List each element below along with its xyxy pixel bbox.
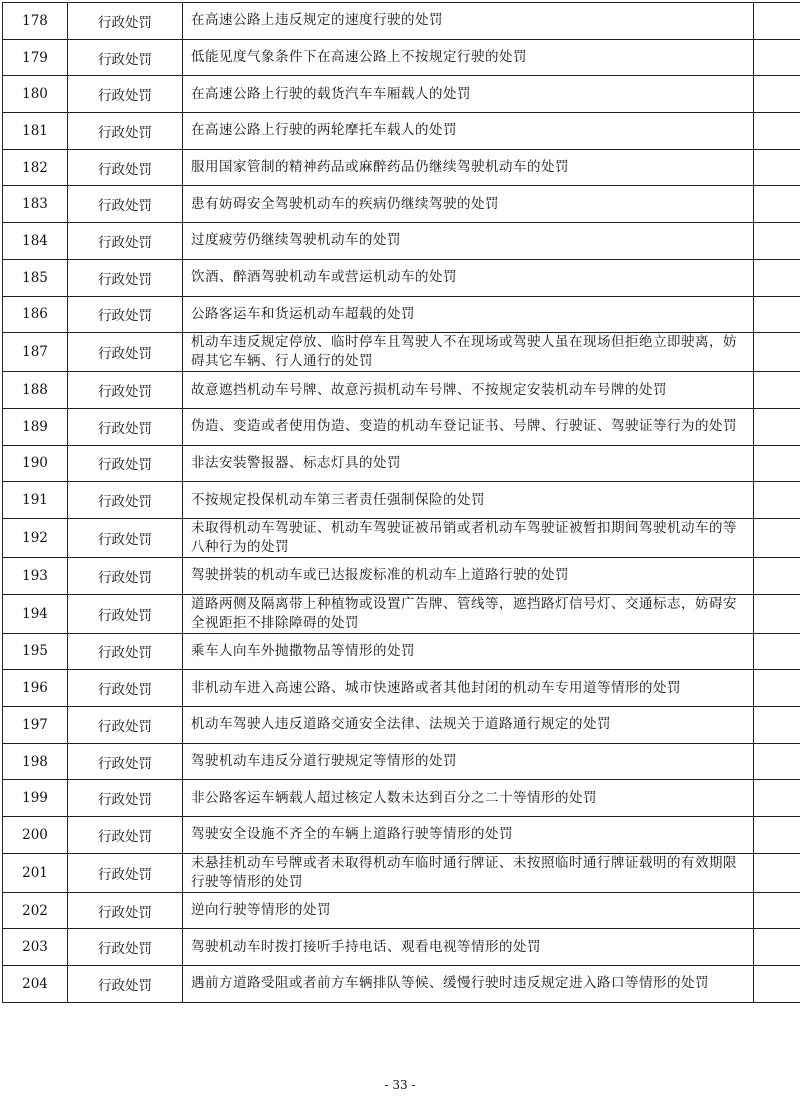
penalty-type-cell: 行政处罚 (68, 113, 183, 150)
penalty-item-cell: 遇前方道路受阻或者前方车辆排队等候、缓慢行驶时违反规定进入路口等情形的处罚 (183, 966, 754, 1003)
penalty-type-cell: 行政处罚 (68, 259, 183, 296)
penalty-item-cell: 低能见度气象条件下在高速公路上不按规定行驶的处罚 (183, 39, 754, 76)
table-row (3, 557, 800, 594)
row-number-cell: 182 (3, 149, 68, 186)
row-number-cell: 183 (3, 186, 68, 223)
remark-cell (754, 223, 800, 260)
table-row (3, 594, 800, 633)
table-row (3, 372, 800, 409)
table-body (3, 3, 800, 1003)
remark-cell (754, 76, 800, 113)
penalty-item-cell: 在高速公路上行驶的载货汽车车厢载人的处罚 (183, 76, 754, 113)
penalty-item-cell: 驾驶拼装的机动车或已达报废标准的机动车上道路行驶的处罚 (183, 557, 754, 594)
table-row (3, 39, 800, 76)
penalty-item-cell: 在高速公路上违反规定的速度行驶的处罚 (183, 3, 754, 40)
penalty-type-cell: 行政处罚 (68, 853, 183, 892)
penalty-type-cell: 行政处罚 (68, 149, 183, 186)
remark-cell (754, 743, 800, 780)
remark-cell (754, 892, 800, 929)
penalty-type-cell: 行政处罚 (68, 372, 183, 409)
row-number-cell: 178 (3, 3, 68, 40)
penalty-item-cell: 未取得机动车驾驶证、机动车驾驶证被吊销或者机动车驾驶证被暂扣期间驾驶机动车的等八种行为的处罚 (183, 518, 754, 557)
remark-cell (754, 372, 800, 409)
remark-cell (754, 594, 800, 633)
remark-cell (754, 817, 800, 854)
penalty-item-cell: 乘车人向车外抛撒物品等情形的处罚 (183, 633, 754, 670)
row-number-cell: 193 (3, 557, 68, 594)
penalty-item-cell: 服用国家管制的精神药品或麻醉药品仍继续驾驶机动车的处罚 (183, 149, 754, 186)
table-row (3, 296, 800, 333)
remark-cell (754, 296, 800, 333)
penalty-type-cell: 行政处罚 (68, 817, 183, 854)
row-number-cell: 184 (3, 223, 68, 260)
table-row (3, 408, 800, 445)
penalty-type-cell: 行政处罚 (68, 780, 183, 817)
penalty-item-cell: 机动车驾驶人违反道路交通安全法律、法规关于道路通行规定的处罚 (183, 707, 754, 744)
table-row (3, 482, 800, 519)
penalty-type-cell: 行政处罚 (68, 3, 183, 40)
remark-cell (754, 482, 800, 519)
remark-cell (754, 557, 800, 594)
penalty-type-cell: 行政处罚 (68, 39, 183, 76)
penalty-item-cell: 患有妨碍安全驾驶机动车的疾病仍继续驾驶的处罚 (183, 186, 754, 223)
remark-cell (754, 186, 800, 223)
penalty-item-cell: 驾驶机动车时拨打接听手持电话、观看电视等情形的处罚 (183, 929, 754, 966)
row-number-cell: 180 (3, 76, 68, 113)
row-number-cell: 186 (3, 296, 68, 333)
table-row (3, 780, 800, 817)
penalty-type-cell: 行政处罚 (68, 670, 183, 707)
penalty-item-cell: 逆向行驶等情形的处罚 (183, 892, 754, 929)
remark-cell (754, 966, 800, 1003)
remark-cell (754, 113, 800, 150)
remark-cell (754, 633, 800, 670)
table-row (3, 817, 800, 854)
row-number-cell: 192 (3, 518, 68, 557)
row-number-cell: 199 (3, 780, 68, 817)
remark-cell (754, 149, 800, 186)
penalty-item-cell: 未悬挂机动车号牌或者未取得机动车临时通行牌证、未按照临时通行牌证载明的有效期限行驶等情形的处罚 (183, 853, 754, 892)
penalty-item-cell: 伪造、变造或者使用伪造、变造的机动车登记证书、号牌、行驶证、驾驶证等行为的处罚 (183, 408, 754, 445)
row-number-cell: 179 (3, 39, 68, 76)
row-number-cell: 181 (3, 113, 68, 150)
page-number: - 33 - (384, 1078, 416, 1092)
penalty-table (2, 2, 800, 1003)
penalty-type-cell: 行政处罚 (68, 223, 183, 260)
row-number-cell: 201 (3, 853, 68, 892)
table-row (3, 518, 800, 557)
penalty-type-cell: 行政处罚 (68, 557, 183, 594)
table-row (3, 223, 800, 260)
penalty-item-cell: 道路两侧及隔离带上种植物或设置广告牌、管线等，遮挡路灯信号灯、交通标志，妨碍安全视距拒不排除障碍的处罚 (183, 594, 754, 633)
penalty-type-cell: 行政处罚 (68, 518, 183, 557)
table-row (3, 186, 800, 223)
table-row (3, 929, 800, 966)
penalty-type-cell: 行政处罚 (68, 594, 183, 633)
penalty-item-cell: 驾驶机动车违反分道行驶规定等情形的处罚 (183, 743, 754, 780)
row-number-cell: 197 (3, 707, 68, 744)
row-number-cell: 202 (3, 892, 68, 929)
penalty-item-cell: 非公路客运车辆载人超过核定人数未达到百分之二十等情形的处罚 (183, 780, 754, 817)
remark-cell (754, 518, 800, 557)
remark-cell (754, 929, 800, 966)
table-row (3, 892, 800, 929)
remark-cell (754, 408, 800, 445)
row-number-cell: 198 (3, 743, 68, 780)
table-row (3, 670, 800, 707)
table-row (3, 259, 800, 296)
penalty-type-cell: 行政处罚 (68, 296, 183, 333)
penalty-type-cell: 行政处罚 (68, 743, 183, 780)
row-number-cell: 200 (3, 817, 68, 854)
remark-cell (754, 259, 800, 296)
row-number-cell: 190 (3, 445, 68, 482)
penalty-item-cell: 在高速公路上行驶的两轮摩托车载人的处罚 (183, 113, 754, 150)
penalty-type-cell: 行政处罚 (68, 186, 183, 223)
table-row (3, 743, 800, 780)
row-number-cell: 195 (3, 633, 68, 670)
penalty-item-cell: 饮酒、醉酒驾驶机动车或营运机动车的处罚 (183, 259, 754, 296)
table-row (3, 633, 800, 670)
row-number-cell: 194 (3, 594, 68, 633)
penalty-type-cell: 行政处罚 (68, 482, 183, 519)
penalty-type-cell: 行政处罚 (68, 966, 183, 1003)
row-number-cell: 188 (3, 372, 68, 409)
table-row (3, 3, 800, 40)
row-number-cell: 191 (3, 482, 68, 519)
table-row (3, 333, 800, 372)
remark-cell (754, 780, 800, 817)
remark-cell (754, 39, 800, 76)
row-number-cell: 203 (3, 929, 68, 966)
remark-cell (754, 445, 800, 482)
penalty-type-cell: 行政处罚 (68, 929, 183, 966)
penalty-item-cell: 故意遮挡机动车号牌、故意污损机动车号牌、不按规定安装机动车号牌的处罚 (183, 372, 754, 409)
table-row (3, 966, 800, 1003)
penalty-type-cell: 行政处罚 (68, 633, 183, 670)
remark-cell (754, 670, 800, 707)
penalty-type-cell: 行政处罚 (68, 445, 183, 482)
penalty-item-cell: 公路客运车和货运机动车超载的处罚 (183, 296, 754, 333)
remark-cell (754, 3, 800, 40)
table-row (3, 707, 800, 744)
table-row (3, 853, 800, 892)
row-number-cell: 185 (3, 259, 68, 296)
row-number-cell: 189 (3, 408, 68, 445)
penalty-item-cell: 非法安装警报器、标志灯具的处罚 (183, 445, 754, 482)
remark-cell (754, 333, 800, 372)
remark-cell (754, 853, 800, 892)
penalty-type-cell: 行政处罚 (68, 333, 183, 372)
row-number-cell: 204 (3, 966, 68, 1003)
table-row (3, 113, 800, 150)
penalty-item-cell: 不按规定投保机动车第三者责任强制保险的处罚 (183, 482, 754, 519)
penalty-type-cell: 行政处罚 (68, 892, 183, 929)
penalty-item-cell: 过度疲劳仍继续驾驶机动车的处罚 (183, 223, 754, 260)
penalty-item-cell: 驾驶安全设施不齐全的车辆上道路行驶等情形的处罚 (183, 817, 754, 854)
remark-cell (754, 707, 800, 744)
penalty-type-cell: 行政处罚 (68, 707, 183, 744)
table-row (3, 76, 800, 113)
penalty-type-cell: 行政处罚 (68, 408, 183, 445)
row-number-cell: 196 (3, 670, 68, 707)
table-row (3, 149, 800, 186)
table-row (3, 445, 800, 482)
penalty-item-cell: 非机动车进入高速公路、城市快速路或者其他封闭的机动车专用道等情形的处罚 (183, 670, 754, 707)
penalty-type-cell: 行政处罚 (68, 76, 183, 113)
row-number-cell: 187 (3, 333, 68, 372)
penalty-item-cell: 机动车违反规定停放、临时停车且驾驶人不在现场或驾驶人虽在现场但拒绝立即驶离，妨碍其它车辆、行人通行的处罚 (183, 333, 754, 372)
